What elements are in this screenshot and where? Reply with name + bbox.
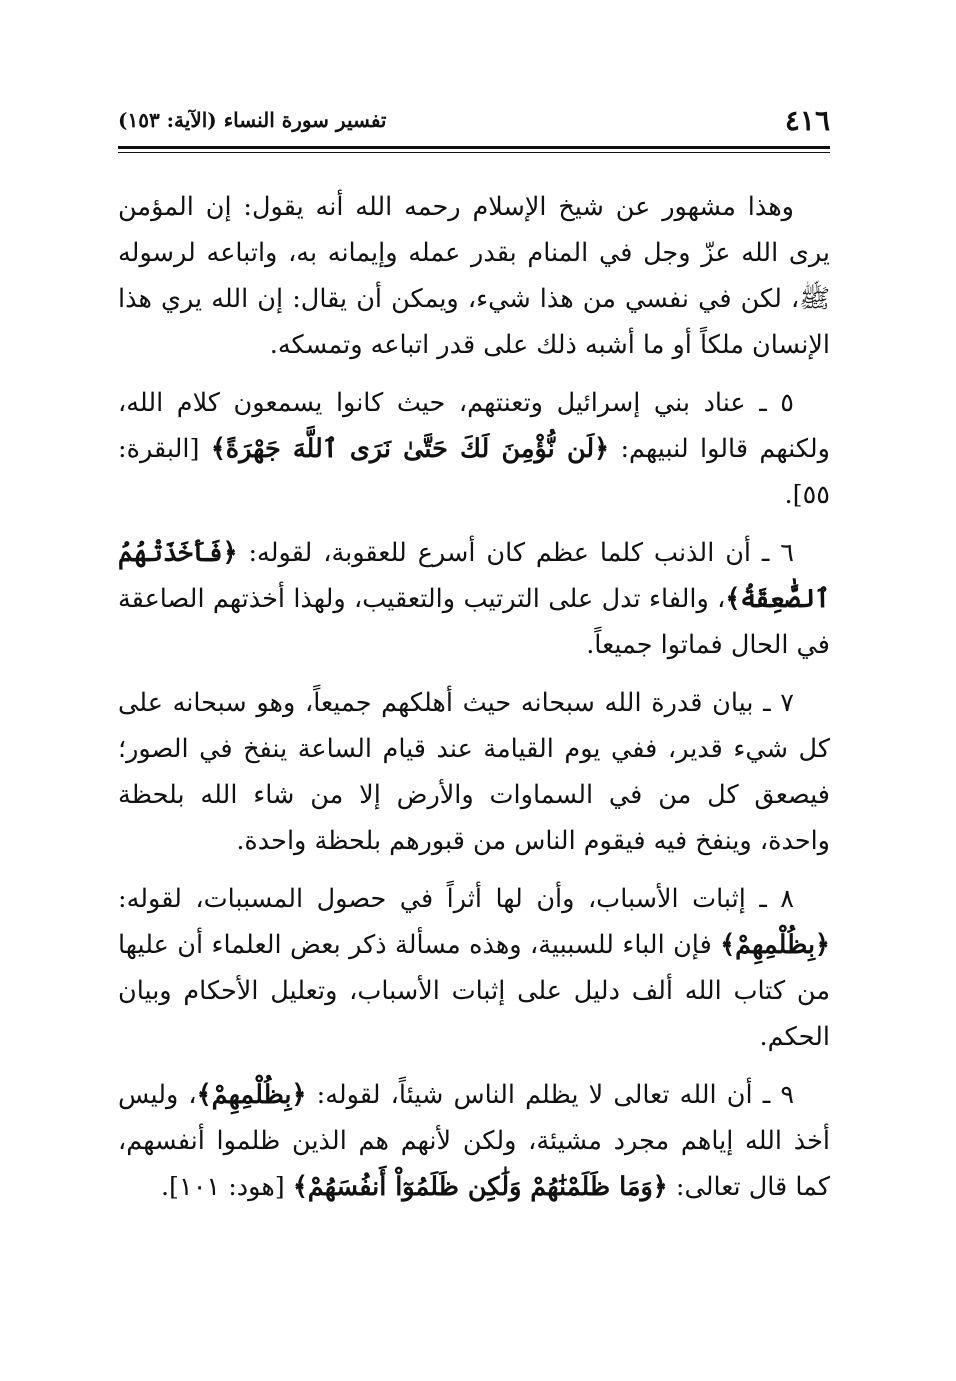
paragraph-point-9 [118, 1072, 830, 1210]
paragraph-shaykh-al-islam [118, 184, 830, 368]
body-text [118, 184, 830, 1222]
paragraph-text: ٦ ـ أن الذنب كلما عظم كان أسرع للعقوبة، لقوله: [237, 538, 794, 568]
paragraph-text: ٧ ـ بيان قدرة الله سبحانه حيث أهلكهم جميعاً، وهو سبحانه على كل شيء قدير، ففي يوم القيامة عند قيام الساعة ينفخ في الصور؛ فيصعق كل من في السماوات والأرض إلا من شاء الله بلحظة واحدة، وينفخ فيه فيقوم الناس من قبورهم بلحظة واحدة. [118, 688, 830, 856]
quran-quote: ﴿لَن نُّؤْمِنَ لَكَ حَتَّىٰ نَرَى ٱللَّهَ جَهْرَةً﴾ [210, 434, 610, 464]
page-header [118, 96, 830, 136]
quran-quote: ﴿فَأَخَذَتْهُمُ ٱلصَّٰعِقَةُ﴾ [118, 538, 830, 614]
paragraph-text: ٩ ـ أن الله تعالى لا يظلم الناس شيئاً، لقوله: [306, 1080, 795, 1110]
paragraph-text: ٥ ـ عناد بني إسرائيل وتعنتهم، حيث كانوا يسمعون كلام الله، ولكنهم قالوا لنبيهم: [118, 388, 830, 464]
paragraph-text: ، والفاء تدل على الترتيب والتعقيب، ولهذا أخذتهم الصاعقة في الحال فماتوا جميعاً. [118, 584, 830, 660]
header-rule-thick [118, 146, 830, 149]
paragraph-point-7 [118, 680, 830, 864]
paragraph-point-8 [118, 876, 830, 1060]
paragraph-text: ، وليس أخذ الله إياهم مجرد مشيئة، ولكن لأنهم هم الذين ظلموا أنفسهم، كما قال تعالى: [118, 1080, 830, 1202]
surah-reference: [البقرة: ٥٥]. [118, 434, 830, 510]
running-title: تفسير سورة النساء (الآية: ١٥٣) [118, 108, 387, 132]
paragraph-text: فإن الباء للسببية، وهذه مسألة ذكر بعض العلماء أن عليها من كتاب الله ألف دليل على إثبات الأسباب، وتعليل الأحكام وبيان الحكم. [118, 930, 830, 1052]
quran-quote: ﴿بِظُلْمِهِمْ﴾ [720, 930, 830, 960]
paragraph-text: وهذا مشهور عن شيخ الإسلام رحمه الله أنه يقول: إن المؤمن يرى الله عزّ وجل في المنام بقدر عمله وإيمانه به، واتباعه لرسوله ﷺ، لكن في نفسي من هذا شيء، ويمكن أن يقال: إن الله يري هذا الإنسان ملكاً أو ما أشبه ذلك على قدر اتباعه وتمسكه. [118, 192, 830, 360]
book-page [118, 96, 830, 1356]
surah-reference: [هود: ١٠١]. [160, 1172, 293, 1202]
paragraph-point-5 [118, 380, 830, 518]
page-number: ٤١٦ [784, 104, 830, 137]
header-rule-thin [118, 152, 830, 153]
paragraph-text: ٨ ـ إثبات الأسباب، وأن لها أثراً في حصول المسببات، لقوله: [118, 884, 794, 914]
paragraph-point-6 [118, 530, 830, 668]
quran-quote: ﴿بِظُلْمِهِمْ﴾ [196, 1080, 307, 1110]
quran-quote: ﴿وَمَا ظَلَمْنَٰهُمْ وَلَٰكِن ظَلَمُوٓاْ أَنفُسَهُمْ﴾ [292, 1172, 668, 1202]
